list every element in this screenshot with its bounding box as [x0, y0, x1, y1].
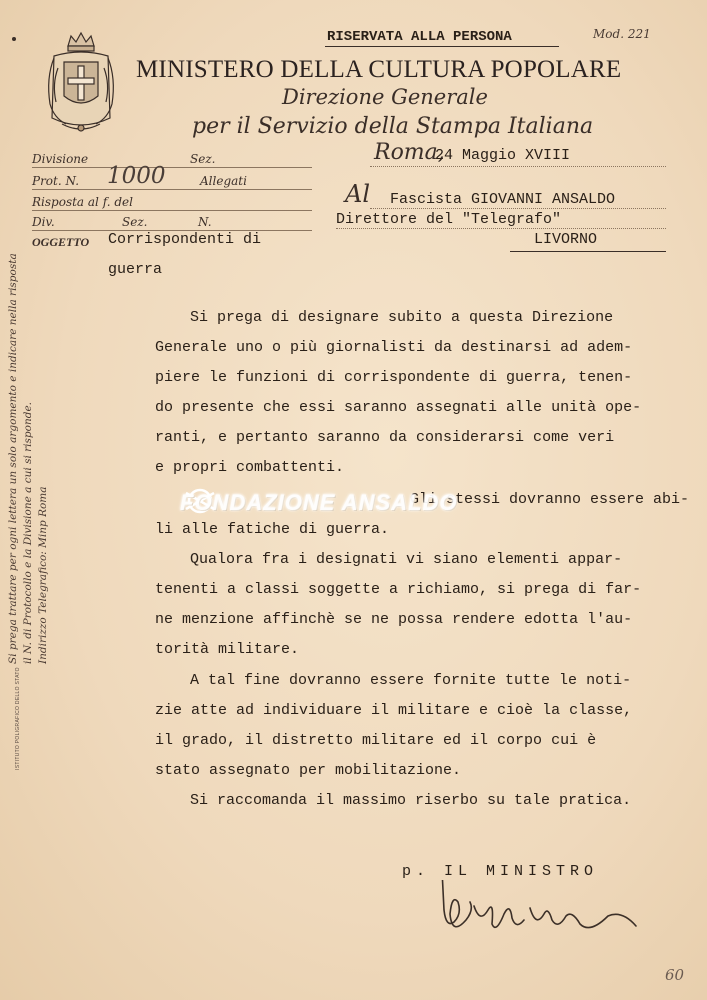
divisione-label: Divisione [32, 152, 89, 166]
date-line [370, 166, 666, 167]
page-number: 60 [665, 966, 685, 984]
savoy-coat-of-arms-icon [40, 28, 122, 138]
recipient-line-3-rule [510, 251, 666, 252]
reserved-underline [325, 46, 559, 47]
body-line: Gli stessi dovranno essere abi- [410, 491, 690, 508]
al-label: Al [345, 180, 371, 208]
date-place: Roma, [374, 140, 445, 165]
oggetto-line-2: guerra [108, 261, 163, 278]
printer-credit: ISTITUTO POLIGRAFICO DELLO STATO [15, 667, 21, 770]
recipient-line-3: LIVORNO [534, 231, 598, 248]
body-line: li alle fatiche di guerra. [155, 521, 390, 538]
signoff: p. IL MINISTRO [402, 863, 599, 880]
recipient-line-1-rule [370, 208, 666, 209]
recipient-line-1: Fascista GIOVANNI ANSALDO [390, 191, 616, 208]
body-line: A tal fine dovranno essere fornite tutte le noti- [190, 672, 632, 689]
side-note-line: Indirizzo Telegrafico: Minp Roma [37, 486, 49, 664]
servizio-subtitle: per il Servizio della Stampa Italiana [192, 114, 594, 139]
divisione-line [32, 167, 312, 168]
body-line: il grado, il distretto militare ed il corpo cui è [155, 732, 597, 749]
risposta-line [32, 210, 312, 211]
side-note-line: Si prega trattare per ogni lettera un solo argomento e indicare nella risposta [7, 253, 19, 664]
body-line: torità militare. [155, 641, 300, 658]
recipient-line-2-rule [336, 228, 666, 229]
body-line: e propri combattenti. [155, 459, 345, 476]
allegati-label: Allegati [200, 174, 247, 188]
risposta-label: Risposta al f. del [32, 195, 133, 209]
body-line: Si raccomanda il massimo riserbo su tale pratica. [190, 792, 632, 809]
div-label: Div. [32, 215, 55, 229]
date-value: 24 Maggio XVIII [435, 147, 571, 164]
direzione-subtitle: Direzione Generale [282, 85, 488, 109]
body-line: stato assegnato per mobilitazione. [155, 762, 462, 779]
reserved-notice: RISERVATA ALLA PERSONA [327, 29, 512, 45]
oggetto-line-1: Corrispondenti di [108, 231, 262, 248]
prot-label: Prot. N. [32, 174, 80, 188]
prot-line [32, 189, 312, 190]
body-line: ranti, e pertanto saranno da considerarsi come veri [155, 429, 615, 446]
recipient-line-2: Direttore del "Telegrafo" [336, 211, 562, 228]
body-line: Generale uno o più giornalisti da destinarsi ad adem- [155, 339, 633, 356]
body-line: do presente che essi saranno assegnati alle unità ope- [155, 399, 642, 416]
body-line: Qualora fra i designati vi siano elementi appar- [190, 551, 623, 568]
body-line: tenenti a classi soggette a richiamo, si prega di far- [155, 581, 642, 598]
sez-label: Sez. [190, 152, 216, 166]
side-note [6, 253, 51, 664]
body-line: piere le funzioni di corrispondente di guerra, tenen- [155, 369, 633, 386]
watermark: FONDAZIONE ANSALDO [180, 490, 458, 515]
body-line: Si prega di designare subito a questa Direzione [190, 309, 614, 326]
body-line: zie atte ad individuare il militare e cioè la classe, [155, 702, 633, 719]
body-line: ne menzione affinchè se ne possa rendere edotta l'au- [155, 611, 633, 628]
sez2-label: Sez. [122, 215, 148, 229]
ministry-title: MINISTERO DELLA CULTURA POPOLARE [136, 56, 622, 83]
corner-mark [10, 30, 18, 38]
oggetto-label: OGGETTO [32, 235, 90, 249]
handwritten-signature [440, 880, 650, 950]
n-label: N. [198, 215, 212, 229]
model-number: Mod. 221 [593, 27, 651, 41]
prot-value: 1000 [107, 163, 166, 189]
side-note-line: il N. di Protocollo e la Divisione a cui si risponde. [22, 401, 34, 664]
